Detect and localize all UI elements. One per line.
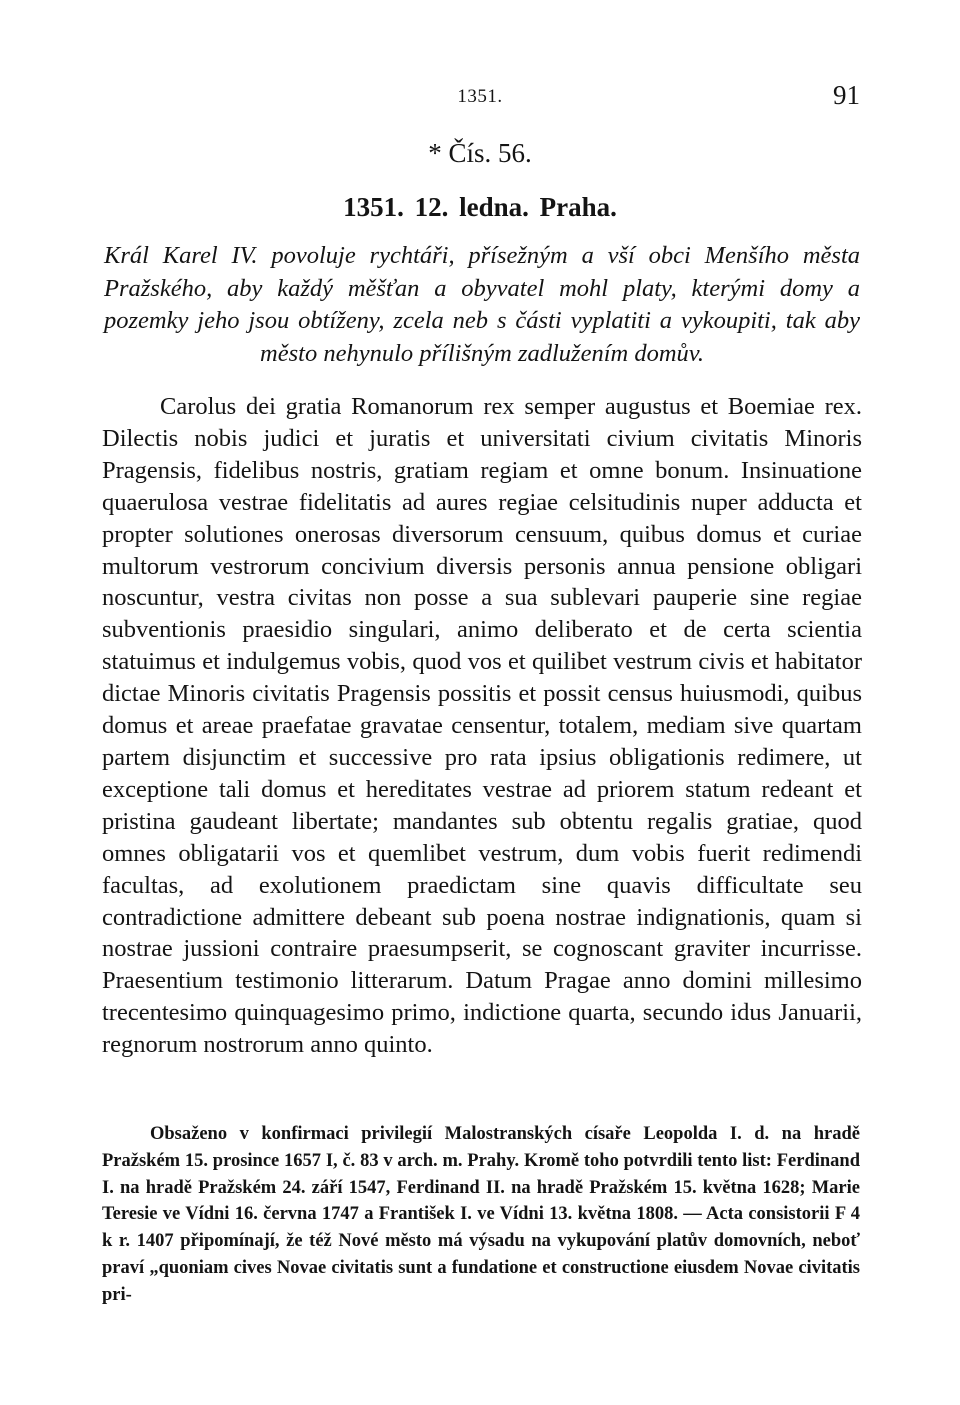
charter-number: * Čís. 56.: [428, 138, 532, 168]
page-number: 91: [833, 80, 860, 110]
latin-charter-text: Carolus dei gratia Romanorum rex semper augustus et Boemiae rex. Dilectis nobis judici et juratis et universitati civium civitatis Minoris Pragensis, fidelibus nostris, gratiam regiam et omne bonum. Insinuatione quaerulosa vestrae fidelitatis ad aures regiae celsitudinis nuper adducta et propter solutiones onerosas diversorum censuum, quibus domus et curiae multorum vestrorum concivium diversis personis annua pensione obligari noscuntur, vestra civitas non posse a sua sublevari pauperie sine regiae subventionis praesidio singulari, animo deliberato et de certa scientia statuimus et indulgemus vobis, quod vos et quilibet vestrum civis et habitator dictae Minoris civitatis Pragensis possitis et possit census huiusmodi, quibus domus et areae praefatae gravatae censentur, totalem, mediam sive quartam partem disjunctim et successive pro rata ipsius obligationis redimere, ut exceptione tali domus et hereditates vestrae ad priorem statum redeant et pristina gaudeant libertate; mandantes sub obtentu regalis gratiae, quod omnes obligatarii vos et quemlibet vestrum, dum vobis fuerit redimendi facultas, ad exolutionem praedictam sine quavis difficultate seu contradictione admittere debeant sub poena nostrae indignationis, quam si nostrae jussioni contraire praesumpserit, se cognoscant graviter incurrisse. Praesentium testimonio litterarum. Datum Pragae anno domini millesimo trecentesimo quinquagesimo primo, indictione quarta, secundo idus Januarii, regnorum nostrorum anno quinto.: [102, 393, 862, 1059]
source-footnote: Obsaženo v konfirmaci privilegií Malostranských císaře Leopolda I. d. na hradě Pražském 15. prosince 1657 I, č. 83 v arch. m. Prahy. Kromě toho potvrdili tento list: Ferdinand I. na hradě Pražském 24. září 1547, Ferdinand II. na hradě Pražském 15. května 1628; Marie Teresie ve Vídni 16. června 1747 a František I. ve Vídni 13. května 1808. — Acta consistorii F 4 k r. 1407 připomínají, že též Nové město má výsadu na vykupování platův domovních, neboť praví „quoniam cives Novae civitatis sunt a fundatione et constructione eiusdem Novae civitatis pri-: [102, 1124, 860, 1305]
running-year: 1351.: [457, 86, 503, 107]
czech-regest: Král Karel IV. povoluje rychtáři, přísežným a vší obci Menšího města Pražského, aby každý měšťan a obyvatel mohl platy, kterými domy a pozemky jeho jsou obtíženy, zcela neb s části vyplatiti a vykoupiti, tak aby město nehynulo přílišným zadlužením domův.: [104, 242, 860, 368]
charter-date-place: 1351. 12. ledna. Praha.: [343, 192, 617, 222]
running-header: [100, 80, 860, 116]
